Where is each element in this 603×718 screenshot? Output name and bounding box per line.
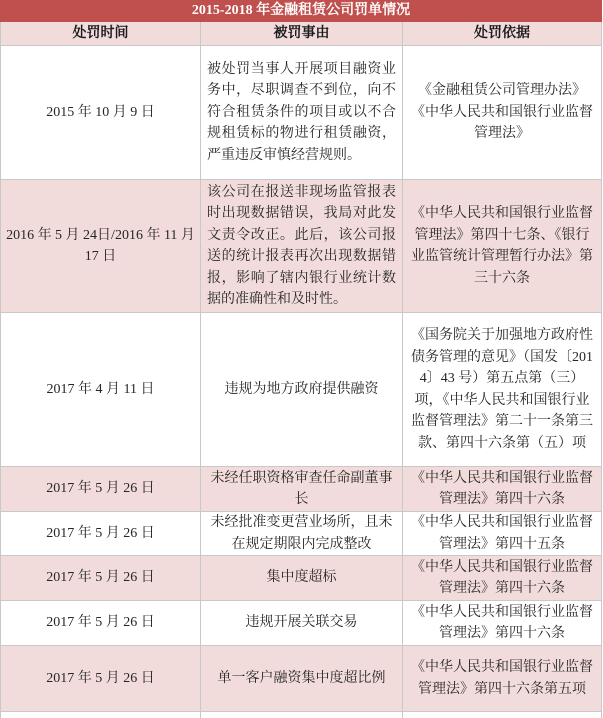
penalty-reason: 集中度超标 — [266, 570, 337, 586]
penalty-basis-cell — [403, 180, 601, 312]
penalty-reason-cell — [201, 46, 403, 179]
penalty-reason-cell — [201, 556, 403, 600]
penalty-basis: 《中华人民共和国银行业监督管理法》第四十五条 — [411, 515, 593, 552]
partial-cell — [1, 712, 201, 718]
penalty-basis-cell — [403, 556, 601, 600]
penalty-basis: 《中华人民共和国银行业监督管理法》第四十六条 — [411, 604, 593, 641]
table-row — [0, 313, 602, 467]
penalty-reason-cell — [201, 180, 403, 312]
penalty-time-cell — [1, 601, 201, 645]
penalty-reason: 未经批准变更营业场所，且未在规定期限内完成整改 — [210, 515, 393, 552]
penalty-time: 2017 年 5 月 26 日 — [46, 525, 155, 541]
penalty-time-cell — [1, 512, 201, 555]
penalty-time-cell — [1, 313, 201, 466]
penalty-time-cell — [1, 646, 201, 711]
table-row — [0, 180, 602, 313]
penalty-time: 2017 年 4 月 11 日 — [46, 381, 155, 397]
penalty-time: 2015 年 10 月 9 日 — [46, 104, 155, 120]
penalty-basis-cell — [403, 646, 601, 711]
column-header-label: 被罚事由 — [273, 25, 330, 41]
table-row — [0, 46, 602, 180]
penalty-basis-cell — [403, 46, 601, 179]
column-header-basis — [403, 22, 601, 45]
table-row — [0, 601, 602, 646]
penalty-reason: 未经任职资格审查任命副董事长 — [210, 470, 393, 507]
penalty-basis-cell — [403, 512, 601, 555]
penalty-reason-cell — [201, 646, 403, 711]
table-row — [0, 512, 602, 556]
penalty-time-cell — [1, 46, 201, 179]
penalty-reason: 违规为地方政府提供融资 — [224, 381, 379, 397]
penalty-time: 2016 年 5 月 24日/2016 年 11 月17 日 — [6, 227, 195, 264]
header-row — [0, 22, 602, 46]
penalty-basis: 《中华人民共和国银行业监督管理法》第四十六条 — [411, 559, 593, 596]
penalty-reason: 单一客户融资集中度超比例 — [217, 670, 386, 686]
penalty-reason-cell — [201, 467, 403, 511]
penalty-basis: 《金融租赁公司管理办法》《中华人民共和国银行业监督管理法》 — [411, 83, 593, 142]
column-header-reason — [201, 22, 403, 45]
penalty-reason: 违规开展关联交易 — [245, 615, 358, 631]
penalty-reason-cell — [201, 601, 403, 645]
penalty-basis-cell — [403, 601, 601, 645]
penalty-basis: 《中华人民共和国银行业监督管理法》第四十七条、《银行业监管统计管理暂行办法》第三十六条 — [411, 206, 593, 286]
column-header-time — [1, 22, 201, 45]
partial-cell — [403, 712, 601, 718]
table-title-text: 2015-2018 年金融租赁公司罚单情况 — [191, 3, 411, 18]
penalty-reason: 该公司在报送非现场监管报表时出现数据错误，我局对此发文责令改正。此后，该公司报送的统计报表再次出现数据错报，影响了辖内银行业统计数据的准确性和及时性。 — [207, 184, 396, 307]
column-header-label: 处罚依据 — [474, 25, 530, 41]
penalty-reason: 被处罚当事人开展项目融资业务中，尽职调查不到位，向不符合租赁条件的项目或以不合规租赁标的物进行租赁融资，严重违反审慎经营规则。 — [207, 61, 396, 163]
table-row — [0, 646, 602, 712]
penalty-time: 2017 年 5 月 26 日 — [46, 615, 155, 631]
penalty-time-cell — [1, 556, 201, 600]
partial-cell — [201, 712, 403, 718]
penalty-basis: 《国务院关于加强地方政府性债务管理的意见》（国发〔2014〕43 号）第五点第（三）项，《中华人民共和国银行业监督管理法》第二十一条第三款、第四十六条第（五）项 — [411, 328, 593, 451]
penalty-time: 2017 年 5 月 26 日 — [46, 570, 155, 586]
penalty-basis-cell — [403, 313, 601, 466]
penalty-time: 2017 年 5 月 26 日 — [46, 481, 155, 497]
penalty-time-cell — [1, 467, 201, 511]
table-row — [0, 556, 602, 601]
table-row-partial — [0, 712, 602, 718]
penalty-basis-cell — [403, 467, 601, 511]
penalty-reason-cell — [201, 512, 403, 555]
penalty-basis: 《中华人民共和国银行业监督管理法》第四十六条 — [411, 470, 593, 507]
penalty-basis: 《中华人民共和国银行业监督管理法》第四十六条第五项 — [411, 660, 593, 697]
table-row — [0, 467, 602, 512]
column-header-label: 处罚时间 — [72, 25, 129, 41]
penalty-time-cell — [1, 180, 201, 312]
penalty-reason-cell — [201, 313, 403, 466]
table-title — [0, 0, 602, 22]
penalty-time: 2017 年 5 月 26 日 — [46, 670, 155, 686]
